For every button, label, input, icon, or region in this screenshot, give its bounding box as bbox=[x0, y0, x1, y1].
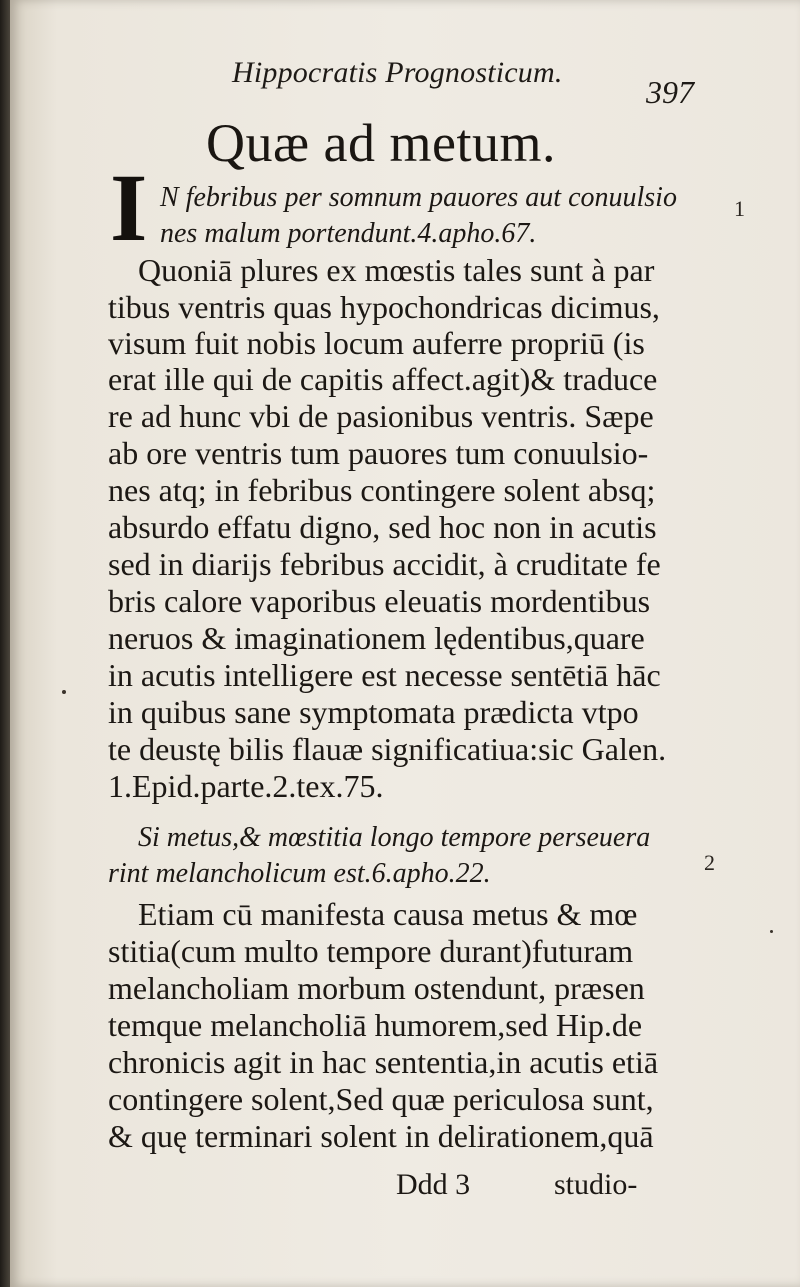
aphorism-2-line: Si metus,& mœstitia longo tempore perseuera bbox=[138, 822, 651, 853]
commentary-1-line: 1.Epid.parte.2.tex.75. bbox=[108, 768, 384, 804]
commentary-1-line: erat ille qui de capitis affect.agit)& traduce bbox=[108, 361, 658, 397]
running-head: Hippocratis Prognosticum. bbox=[232, 56, 563, 89]
commentary-2-line: melancholiam morbum ostendunt, præsen bbox=[108, 970, 645, 1006]
commentary-1-line: re ad hunc vbi de pasionibus ventris. Sæpe bbox=[108, 398, 654, 434]
commentary-1-line: sed in diarijs febribus accidit, à cruditate fe bbox=[108, 546, 661, 582]
commentary-2-line: chronicis agit in hac sententia,in acutis etiā bbox=[108, 1044, 659, 1080]
commentary-1-line: tibus ventris quas hypochondricas dicimus, bbox=[108, 289, 660, 325]
commentary-1-line: absurdo effatu digno, sed hoc non in acutis bbox=[108, 509, 657, 545]
commentary-1-line: in quibus sane symptomata prædicta vtpo bbox=[108, 694, 639, 730]
signature-mark: Ddd 3 bbox=[396, 1168, 471, 1201]
commentary-1-line: visum fuit nobis locum auferre propriū (is bbox=[108, 325, 645, 361]
aphorism-1-line: N febribus per somnum pauores aut conuulsio bbox=[160, 182, 677, 213]
commentary-2-line: stitia(cum multo tempore durant)futuram bbox=[108, 933, 634, 969]
margin-note-2: 2 bbox=[704, 850, 715, 875]
commentary-1-line: neruos & imaginationem lędentibus,quare bbox=[108, 620, 645, 656]
catchword: studio- bbox=[554, 1168, 638, 1201]
margin-note-1: 1 bbox=[734, 196, 745, 221]
drop-capital: I bbox=[110, 154, 148, 261]
aphorism-2-line: rint melancholicum est.6.apho.22. bbox=[108, 858, 491, 889]
aphorism-1-line: nes malum portendunt.4.apho.67. bbox=[160, 218, 537, 249]
page-number: 397 bbox=[646, 74, 694, 110]
commentary-1-line: in acutis intelligere est necesse sentētiā hāc bbox=[108, 657, 661, 693]
commentary-1-line: Quoniā plures ex mœstis tales sunt à par bbox=[138, 252, 655, 288]
commentary-1-line: te deustę bilis flauæ significatiua:sic Galen. bbox=[108, 731, 667, 767]
section-title: Quæ ad metum. bbox=[206, 113, 556, 173]
commentary-1-line: bris calore vaporibus eleuatis mordentibus bbox=[108, 583, 651, 619]
ink-speck bbox=[770, 930, 773, 933]
commentary-1-line: nes atq; in febribus contingere solent absq; bbox=[108, 472, 656, 508]
commentary-2-line: & quę terminari solent in delirationem,quā bbox=[108, 1118, 654, 1154]
commentary-2-line: contingere solent,Sed quæ periculosa sunt, bbox=[108, 1081, 654, 1117]
commentary-2-line: Etiam cū manifesta causa metus & mœ bbox=[138, 896, 638, 932]
commentary-2-line: temque melancholiā humorem,sed Hip.de bbox=[108, 1007, 643, 1043]
book-gutter bbox=[0, 0, 10, 1287]
ink-speck bbox=[62, 690, 66, 694]
book-page bbox=[10, 0, 800, 1287]
commentary-1-line: ab ore ventris tum pauores tum conuulsio- bbox=[108, 435, 649, 471]
